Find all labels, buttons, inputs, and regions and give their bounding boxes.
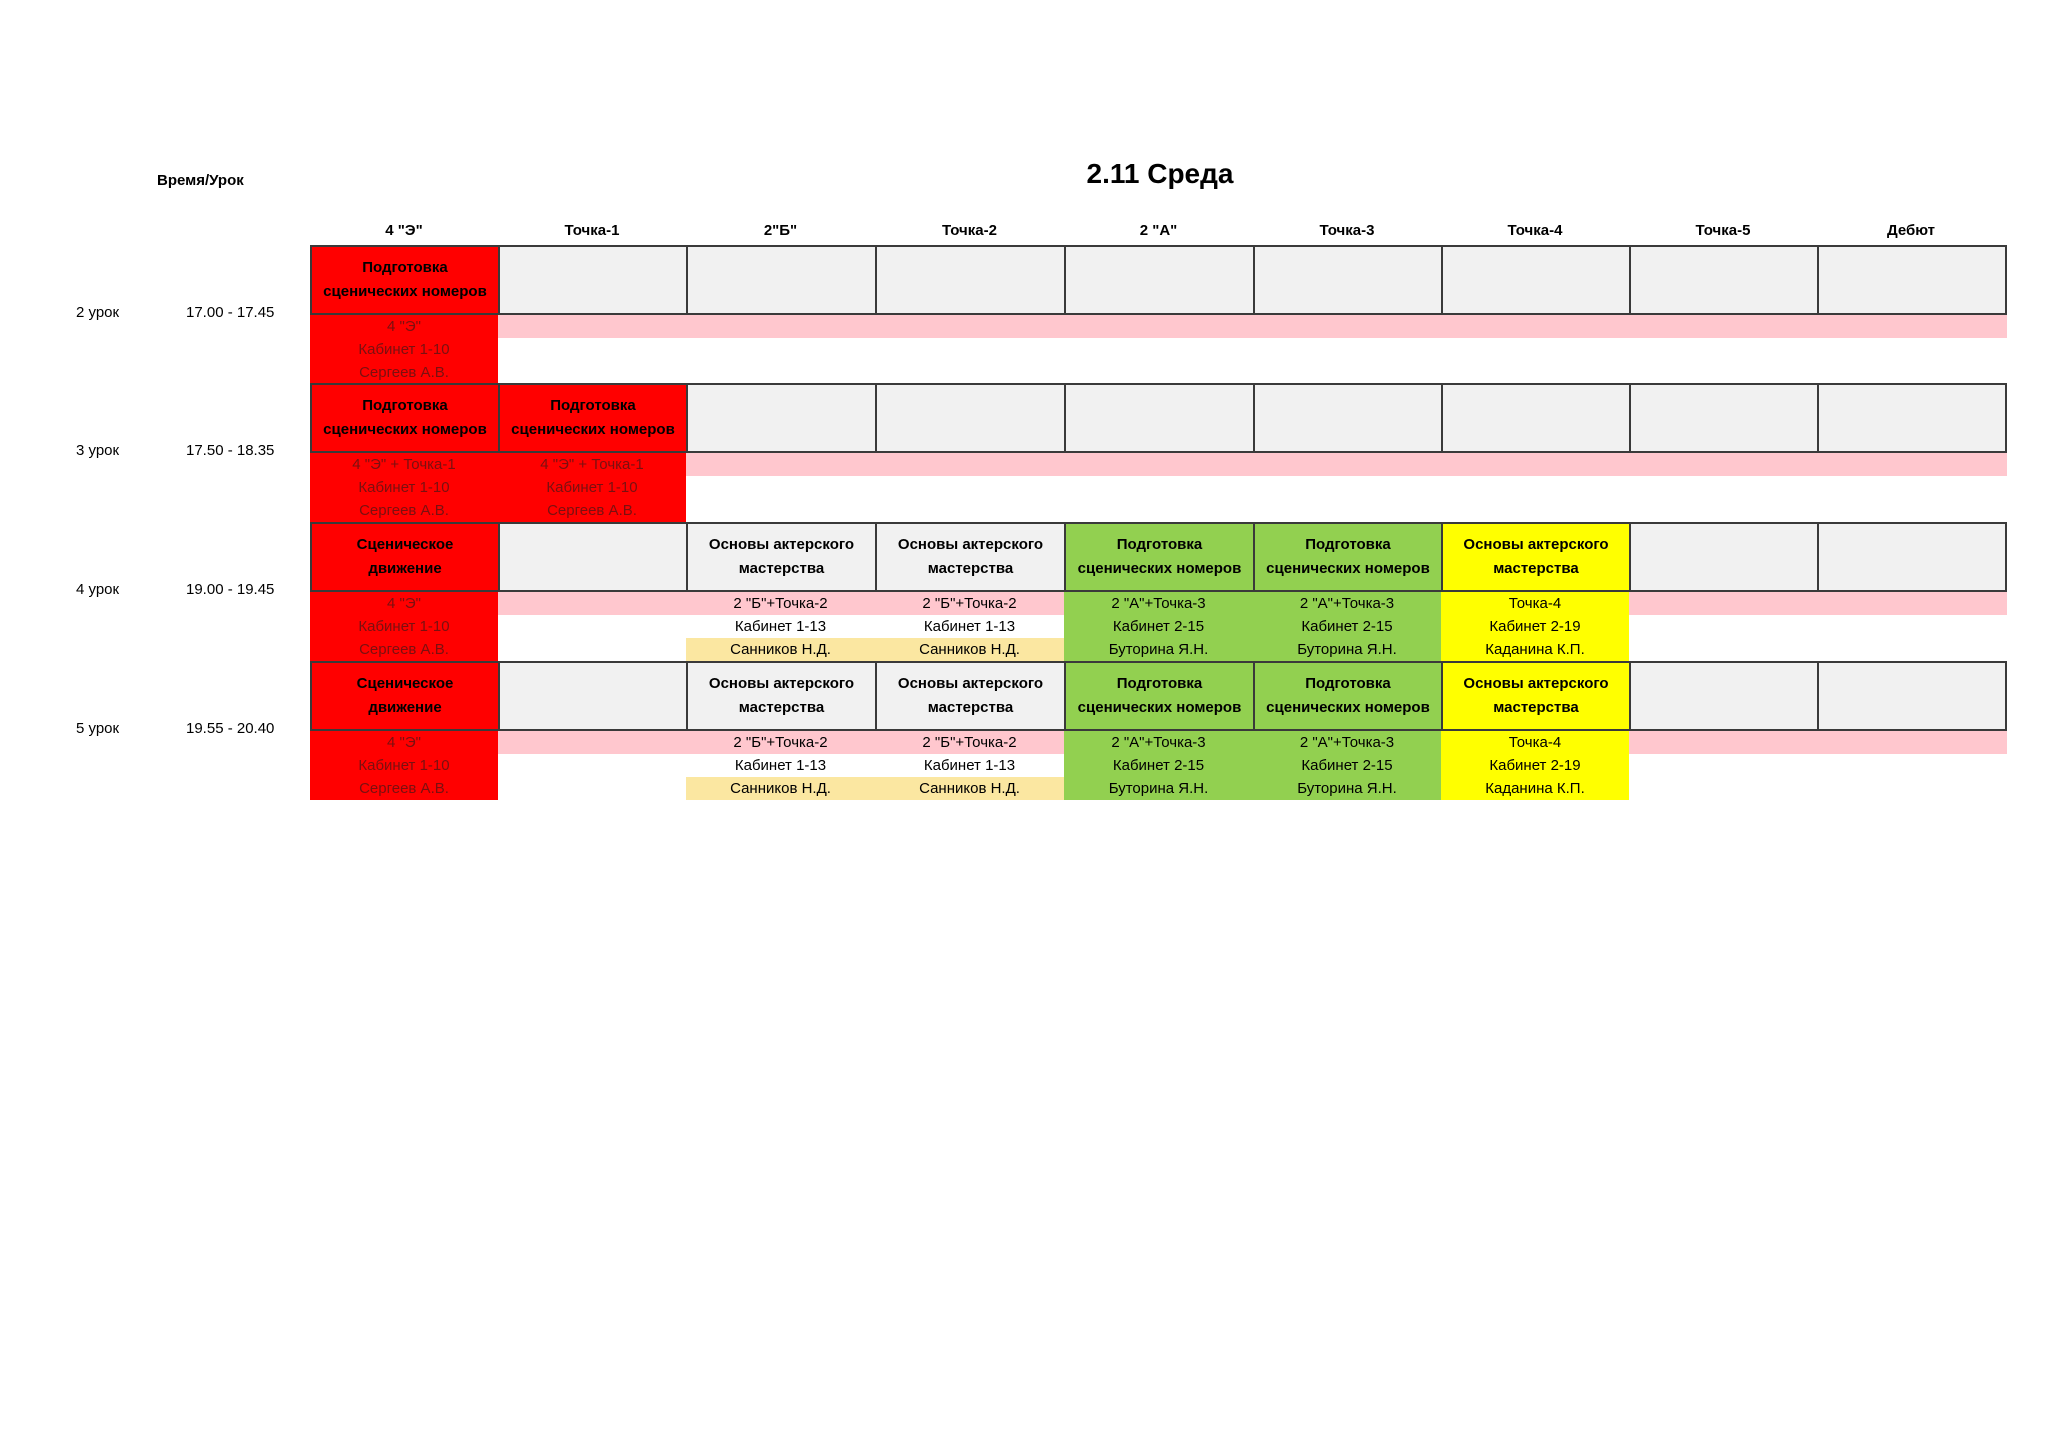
lesson-time: 19.55 - 20.40 [186, 720, 275, 737]
lesson-info [1441, 731, 1629, 800]
lesson-info [875, 592, 1064, 661]
lesson-time: 17.00 - 17.45 [186, 304, 275, 321]
subject-name [709, 533, 854, 581]
subject-name [323, 394, 487, 442]
subject-name [511, 394, 675, 442]
subject-line: Подготовка [362, 397, 448, 414]
column-header: Точка-2 [942, 222, 997, 239]
subject-name [898, 533, 1043, 581]
subject-line: Основы актерского [1463, 536, 1609, 553]
subject-cell[interactable] [310, 245, 500, 315]
teacher-label: Сергеев А.В. [359, 641, 449, 658]
teacher-label: Санников Н.Д. [686, 638, 875, 661]
subject-cell[interactable] [1441, 383, 1631, 453]
subject-cell[interactable] [1253, 522, 1443, 592]
room-label: Кабинет 2-19 [1489, 618, 1581, 635]
subject-line: Подготовка [550, 397, 636, 414]
schedule-title: 2.11 Среда [1086, 158, 1234, 189]
subject-cell[interactable] [1253, 661, 1443, 731]
lesson-info [1064, 592, 1253, 661]
empty-row-highlight [1253, 453, 1443, 476]
subject-line: сценических номеров [1266, 699, 1430, 716]
subject-line: Подготовка [1305, 536, 1391, 553]
teacher-label: Буторина Я.Н. [1297, 641, 1397, 658]
teacher-label: Каданина К.П. [1485, 641, 1585, 658]
subject-name [1463, 672, 1608, 720]
empty-row-highlight [498, 315, 688, 338]
teacher-label: Каданина К.П. [1485, 780, 1585, 797]
lesson-info [310, 592, 498, 661]
group-label: 2 "Б"+Точка-2 [686, 731, 875, 754]
teacher-label: Сергеев А.В. [547, 502, 637, 519]
column-header: Точка-4 [1507, 222, 1563, 239]
teacher-label: Сергеев А.В. [359, 780, 449, 797]
lesson-info [1064, 731, 1253, 800]
subject-cell[interactable] [498, 661, 688, 731]
column-header: Точка-5 [1695, 222, 1751, 239]
lesson-label: 3 урок [76, 442, 120, 459]
lesson-info [1253, 592, 1441, 661]
lesson-label: 4 урок [76, 581, 120, 598]
subject-cell[interactable] [1253, 383, 1443, 453]
empty-row-highlight [875, 453, 1066, 476]
subject-cell[interactable] [1253, 245, 1443, 315]
subject-cell[interactable] [310, 661, 500, 731]
group-label: 2 "А"+Точка-3 [1299, 734, 1395, 751]
empty-row-highlight [1629, 453, 1819, 476]
lesson-label: 5 урок [76, 720, 120, 737]
subject-cell[interactable] [686, 522, 877, 592]
empty-row-highlight [1817, 731, 2007, 754]
group-label: 2 "Б"+Точка-2 [686, 592, 875, 615]
empty-row-highlight [1817, 315, 2007, 338]
lesson-info [875, 731, 1064, 800]
group-label: Точка-4 [1508, 595, 1562, 612]
lesson-info [310, 315, 498, 384]
room-label: Кабинет 1-10 [358, 618, 450, 635]
group-label: 4 "Э" [387, 734, 421, 751]
empty-row-highlight [1253, 315, 1443, 338]
group-label: Точка-4 [1508, 734, 1562, 751]
subject-line: Подготовка [1116, 675, 1203, 692]
subject-cell[interactable] [1817, 383, 2007, 453]
subject-line: сценических номеров [323, 283, 487, 300]
subject-cell[interactable] [498, 245, 688, 315]
subject-line: мастерства [1493, 699, 1579, 716]
lesson-label: 2 урок [76, 304, 120, 321]
room-label: Кабинет 2-19 [1489, 757, 1581, 774]
empty-row-highlight [686, 315, 877, 338]
group-label: 4 "Э" [387, 318, 421, 335]
subject-cell[interactable] [875, 245, 1066, 315]
subject-cell[interactable] [1441, 661, 1631, 731]
subject-line: мастерства [738, 699, 825, 716]
subject-cell[interactable] [1064, 245, 1255, 315]
teacher-label: Санников Н.Д. [686, 777, 875, 800]
subject-line: мастерства [1493, 560, 1579, 577]
subject-cell[interactable] [498, 383, 688, 453]
subject-line: Подготовка [1305, 675, 1391, 692]
teacher-label: Сергеев А.В. [359, 364, 449, 381]
room-label: Кабинет 1-10 [358, 341, 450, 358]
lesson-time: 17.50 - 18.35 [186, 442, 275, 459]
room-label: Кабинет 2-15 [1301, 757, 1393, 774]
subject-line: Подготовка [1116, 536, 1203, 553]
subject-cell[interactable] [686, 661, 877, 731]
empty-row-highlight [1441, 315, 1631, 338]
group-label: 4 "Э" + Точка-1 [352, 456, 456, 473]
lesson-info [310, 731, 498, 800]
room-label: Кабинет 1-10 [358, 757, 450, 774]
room-label: Кабинет 2-15 [1112, 618, 1205, 635]
room-label: Кабинет 2-15 [1301, 618, 1393, 635]
empty-row-highlight [686, 453, 877, 476]
subject-line: сценических номеров [511, 421, 675, 438]
subject-line: Основы актерского [897, 536, 1044, 553]
subject-name [1078, 672, 1242, 720]
room-label: Кабинет 1-10 [358, 479, 450, 496]
subject-line: сценических номеров [1077, 560, 1242, 577]
subject-cell[interactable] [498, 522, 688, 592]
subject-name [323, 256, 487, 304]
subject-cell[interactable] [686, 245, 877, 315]
lesson-info [686, 731, 875, 800]
room-label: Кабинет 1-13 [686, 754, 875, 777]
subject-line: Сценическое [356, 536, 454, 553]
subject-cell[interactable] [1629, 661, 1819, 731]
empty-row-highlight [1629, 315, 1819, 338]
room-label: Кабинет 1-13 [875, 754, 1064, 777]
teacher-label: Буторина Я.Н. [1297, 780, 1397, 797]
group-label: 2 "А"+Точка-3 [1299, 595, 1395, 612]
empty-row-highlight [1817, 453, 2007, 476]
subject-line: Основы актерского [708, 536, 855, 553]
column-header: 2"Б" [763, 222, 798, 239]
column-header: Точка-3 [1319, 222, 1375, 239]
subject-cell[interactable] [1629, 383, 1819, 453]
subject-line: мастерства [927, 560, 1014, 577]
column-header: Точка-1 [564, 222, 620, 239]
group-label: 2 "А"+Точка-3 [1111, 734, 1206, 751]
subject-line: Основы актерского [708, 675, 855, 692]
subject-cell[interactable] [875, 661, 1066, 731]
empty-row-highlight [1064, 315, 1255, 338]
subject-cell[interactable] [1629, 245, 1819, 315]
subject-line: Основы актерского [1463, 675, 1609, 692]
subject-name [357, 672, 454, 720]
empty-row-highlight [1441, 453, 1631, 476]
subject-line: сценических номеров [323, 421, 487, 438]
subject-cell[interactable] [686, 383, 877, 453]
group-label: 4 "Э" [387, 595, 421, 612]
group-label: 2 "Б"+Точка-2 [875, 592, 1064, 615]
room-label: Кабинет 1-13 [875, 615, 1064, 638]
subject-name [357, 533, 454, 581]
group-label: 4 "Э" + Точка-1 [540, 456, 644, 473]
teacher-label: Буторина Я.Н. [1108, 641, 1209, 658]
lesson-info [1253, 731, 1441, 800]
subject-name [1463, 533, 1608, 581]
time-lesson-header: Время/Урок [157, 172, 244, 189]
teacher-label: Буторина Я.Н. [1108, 780, 1209, 797]
lesson-info [498, 453, 686, 522]
subject-line: сценических номеров [1266, 560, 1430, 577]
room-label: Кабинет 1-13 [686, 615, 875, 638]
subject-cell[interactable] [310, 522, 500, 592]
lesson-time: 19.00 - 19.45 [186, 581, 275, 598]
subject-cell[interactable] [1064, 383, 1255, 453]
subject-name [898, 672, 1043, 720]
empty-row-highlight [1817, 592, 2007, 615]
subject-cell[interactable] [1064, 522, 1255, 592]
subject-name [1266, 672, 1430, 720]
subject-name [1078, 533, 1242, 581]
group-label: 2 "А"+Точка-3 [1111, 595, 1206, 612]
subject-cell[interactable] [1817, 661, 2007, 731]
subject-line: движение [368, 699, 442, 716]
subject-line: Подготовка [362, 259, 448, 276]
empty-row-highlight [498, 731, 688, 754]
empty-row-highlight [875, 315, 1066, 338]
subject-line: сценических номеров [1077, 699, 1242, 716]
column-header: 2 "А" [1139, 222, 1178, 239]
subject-cell[interactable] [1441, 522, 1631, 592]
empty-row-highlight [1064, 453, 1255, 476]
lesson-info [686, 592, 875, 661]
lesson-info [310, 453, 498, 522]
subject-line: мастерства [738, 560, 825, 577]
subject-cell[interactable] [1817, 522, 2007, 592]
room-label: Кабинет 2-15 [1112, 757, 1205, 774]
column-header: 4 "Э" [385, 222, 423, 239]
teacher-label: Сергеев А.В. [359, 502, 449, 519]
subject-cell[interactable] [310, 383, 500, 453]
teacher-label: Санников Н.Д. [875, 777, 1064, 800]
subject-cell[interactable] [1064, 661, 1255, 731]
empty-row-highlight [498, 592, 688, 615]
subject-line: Сценическое [356, 675, 454, 692]
subject-cell[interactable] [875, 383, 1066, 453]
subject-cell[interactable] [875, 522, 1066, 592]
subject-line: движение [368, 560, 442, 577]
subject-line: мастерства [927, 699, 1014, 716]
subject-name [709, 672, 854, 720]
subject-line: Основы актерского [897, 675, 1044, 692]
group-label: 2 "Б"+Точка-2 [875, 731, 1064, 754]
teacher-label: Санников Н.Д. [875, 638, 1064, 661]
subject-name [1266, 533, 1430, 581]
subject-cell[interactable] [1629, 522, 1819, 592]
room-label: Кабинет 1-10 [546, 479, 638, 496]
column-header: Дебют [1886, 222, 1936, 239]
subject-cell[interactable] [1817, 245, 2007, 315]
empty-row-highlight [1629, 592, 1819, 615]
empty-row-highlight [1629, 731, 1819, 754]
lesson-info [1441, 592, 1629, 661]
subject-cell[interactable] [1441, 245, 1631, 315]
